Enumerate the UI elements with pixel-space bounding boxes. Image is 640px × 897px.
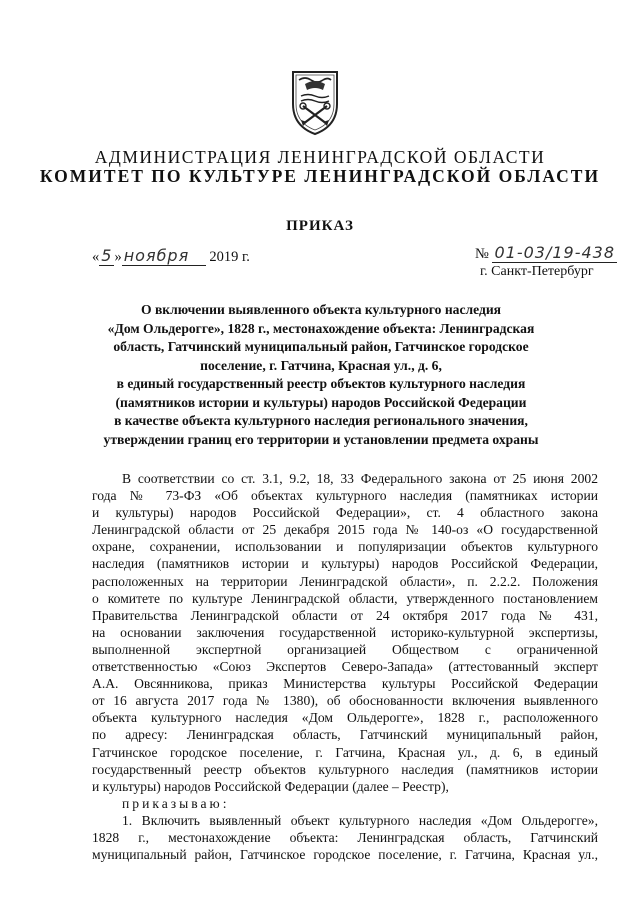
body-line: А.А. Овсянникова, приказ Министерства культуры Российской Федерации: [92, 676, 598, 692]
body-line: расположенных на территории Ленинградской области», п. 2.2.2. Положения: [92, 573, 598, 589]
body-line: объекта культурного наследия «Дом Ольдерогге», 1828 г., расположенного: [92, 710, 598, 726]
order-date: [92, 246, 250, 266]
document-type-title: ПРИКАЗ: [286, 218, 354, 234]
body-line: государственный реестр объектов культурного наследия (памятников истории: [92, 761, 598, 777]
body-line: по адресу: Ленинградская область, Гатчинский муниципальный район,: [92, 727, 598, 743]
subject-line: область, Гатчинский муниципальный район, Гатчинское городское: [113, 339, 529, 354]
body-line: охране, сохранении, использовании и популяризации объектов культурного: [92, 539, 598, 555]
body-line: и культуры) народов Российской Федерации (далее – Реестр),: [92, 778, 449, 794]
date-close-quote: »: [114, 249, 122, 265]
subject-line: утверждении границ его территории и установлении предмета охраны: [103, 431, 539, 447]
body-line: ответственностью «Союз Экспертов Северо-Запада» (аттестованный эксперт: [92, 659, 598, 675]
body-line: и культуры) народов Российской Федерации», ст. 4 областного закона: [92, 505, 598, 521]
body-line: на основании заключения государственной историко-культурной экспертизы,: [92, 624, 598, 640]
order-number: [475, 243, 617, 263]
order-subject: [88, 301, 554, 449]
coat-of-arms-icon: [283, 66, 347, 136]
item-line: 1828 г., местонахождение объекта: Ленинградская область, Гатчинский: [92, 829, 598, 845]
order-word: приказываю:: [122, 795, 230, 811]
body-line: о комитете по культуре Ленинградской области, утвержденного постановлением: [92, 590, 598, 606]
body-line: Гатчинское городское поселение, г. Гатчина, Красная ул., д. 6, в единый: [92, 744, 598, 760]
number-value-handwritten: 01-03/19-438: [494, 243, 616, 262]
subject-line: поселение, г. Гатчина, Красная ул., д. 6,: [200, 357, 442, 373]
body-line: Правительства Ленинградской области от 24 октября 2017 года № 431,: [92, 607, 598, 623]
item-line: муниципальный район, Гатчинское городское поселение, г. Гатчина, Красная ул.,: [92, 847, 598, 863]
subject-line: «Дом Ольдерогге», 1828 г., местонахождение объекта: Ленинградская: [107, 320, 535, 336]
number-prefix: №: [475, 246, 489, 262]
body-line: от 16 августа 2017 года № 1380), об обоснованности включения выявленного: [92, 693, 598, 709]
order-body: [92, 470, 598, 863]
body-line: В соответствии со ст. 3.1, 9.2, 18, 33 Федерального закона от 25 июня 2002: [122, 471, 598, 486]
subject-line: О включении выявленного объекта культурного наследия: [140, 302, 502, 317]
body-line: наследия (памятников истории и культуры) народов Российской Федерации,: [92, 556, 598, 572]
date-month-handwritten: ноября: [122, 246, 206, 266]
body-line: Ленинградской области от 25 декабря 2015 года № 140-оз «О государственной: [92, 522, 598, 538]
subject-line: в качестве объекта культурного наследия регионального значения,: [114, 413, 528, 428]
subject-line: (памятников истории и культуры) народов Российской Федерации: [115, 394, 527, 410]
body-line: выполненной экспертной организацией Обществом с ограниченной: [92, 641, 598, 657]
issuer-administration: АДМИНИСТРАЦИЯ ЛЕНИНГРАДСКОЙ ОБЛАСТИ: [94, 147, 546, 167]
issuer-committee: КОМИТЕТ ПО КУЛЬТУРЕ ЛЕНИНГРАДСКОЙ ОБЛАСТИ: [39, 166, 601, 186]
date-day-handwritten: 5: [101, 246, 113, 265]
date-year: 2019 г.: [209, 249, 250, 265]
body-line: года № 73-ФЗ «Об объектах культурного наследия (памятниках истории: [92, 488, 598, 504]
date-open-quote: «: [92, 249, 100, 265]
order-city: г. Санкт-Петербург: [480, 264, 594, 279]
subject-line: в единый государственный реестр объектов культурного наследия: [116, 376, 526, 391]
item-line: 1. Включить выявленный объект культурного наследия «Дом Ольдерогге»,: [122, 812, 598, 828]
